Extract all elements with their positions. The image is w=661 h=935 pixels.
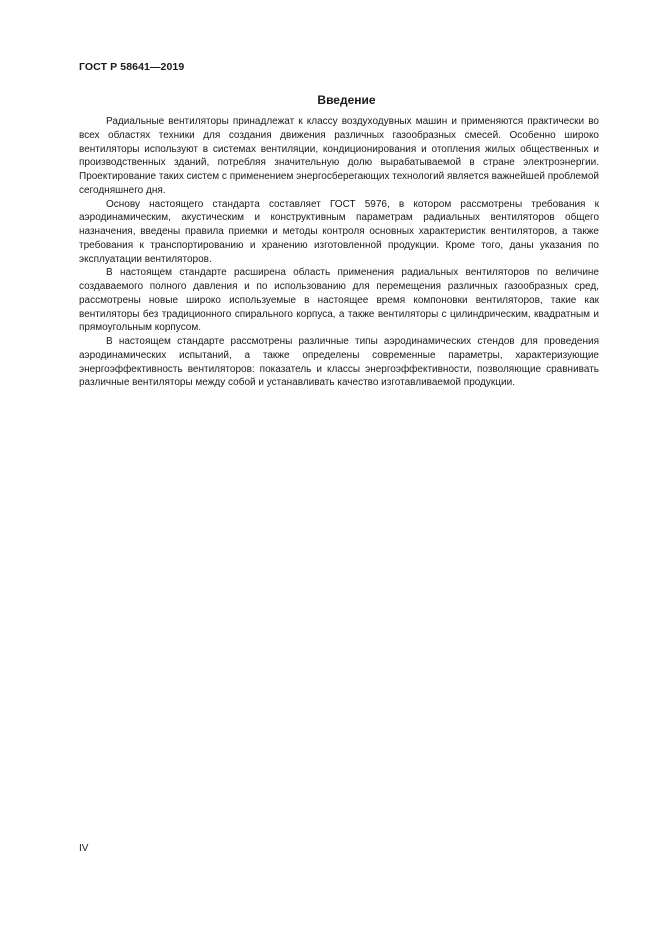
document-code-header: ГОСТ Р 58641—2019 [79,61,185,73]
introduction-body [79,115,599,390]
page-number: IV [79,843,89,854]
section-title: Введение [317,93,376,107]
paragraph: В настоящем стандарте расширена область применения радиальных вентиляторов по величине создаваемого полного давления и по использованию для перемещения различных газообразных сред, рассмотрены новые широко используемые в настоящее время компоновки вентиляторов, такие как вентиляторы без традиционного спирального корпуса, а также вентиляторы с цилиндрическим, квадратным и прямоугольным корпусом. [79,267,599,334]
paragraph: В настоящем стандарте рассмотрены различные типы аэродинамических стендов для проведения аэродинамических испытаний, а также определены современные параметры, характеризующие энергоэффективность вентиляторов: показатель и классы энергоэффективности, позволяющие сравнивать различные вентиляторы между собой и устанавливать качество изготавливаемой продукции. [79,336,599,389]
paragraph: Радиальные вентиляторы принадлежат к классу воздуходувных машин и применяются практически во всех областях техники для создания движения различных газообразных смесей. Особенно широко вентиляторы используют в системах вентиляции, кондиционирования и отопления жилых общественных и производственных зданий, потребляя значительную долю вырабатываемой в стране электроэнергии. Проектирование таких систем с применением энергосберегающих технологий является важнейшей проблемой сегодняшнего дня. [79,116,599,196]
paragraph: Основу настоящего стандарта составляет ГОСТ 5976, в котором рассмотрены требования к аэродинамическим, акустическим и конструктивным параметрам радиальных вентиляторов общего назначения, введены правила приемки и методы контроля основных характеристик вентиляторов, а также требования к транспортированию и хранению изготовленной продукции. Кроме того, даны указания по эксплуатации вентиляторов. [79,198,599,265]
